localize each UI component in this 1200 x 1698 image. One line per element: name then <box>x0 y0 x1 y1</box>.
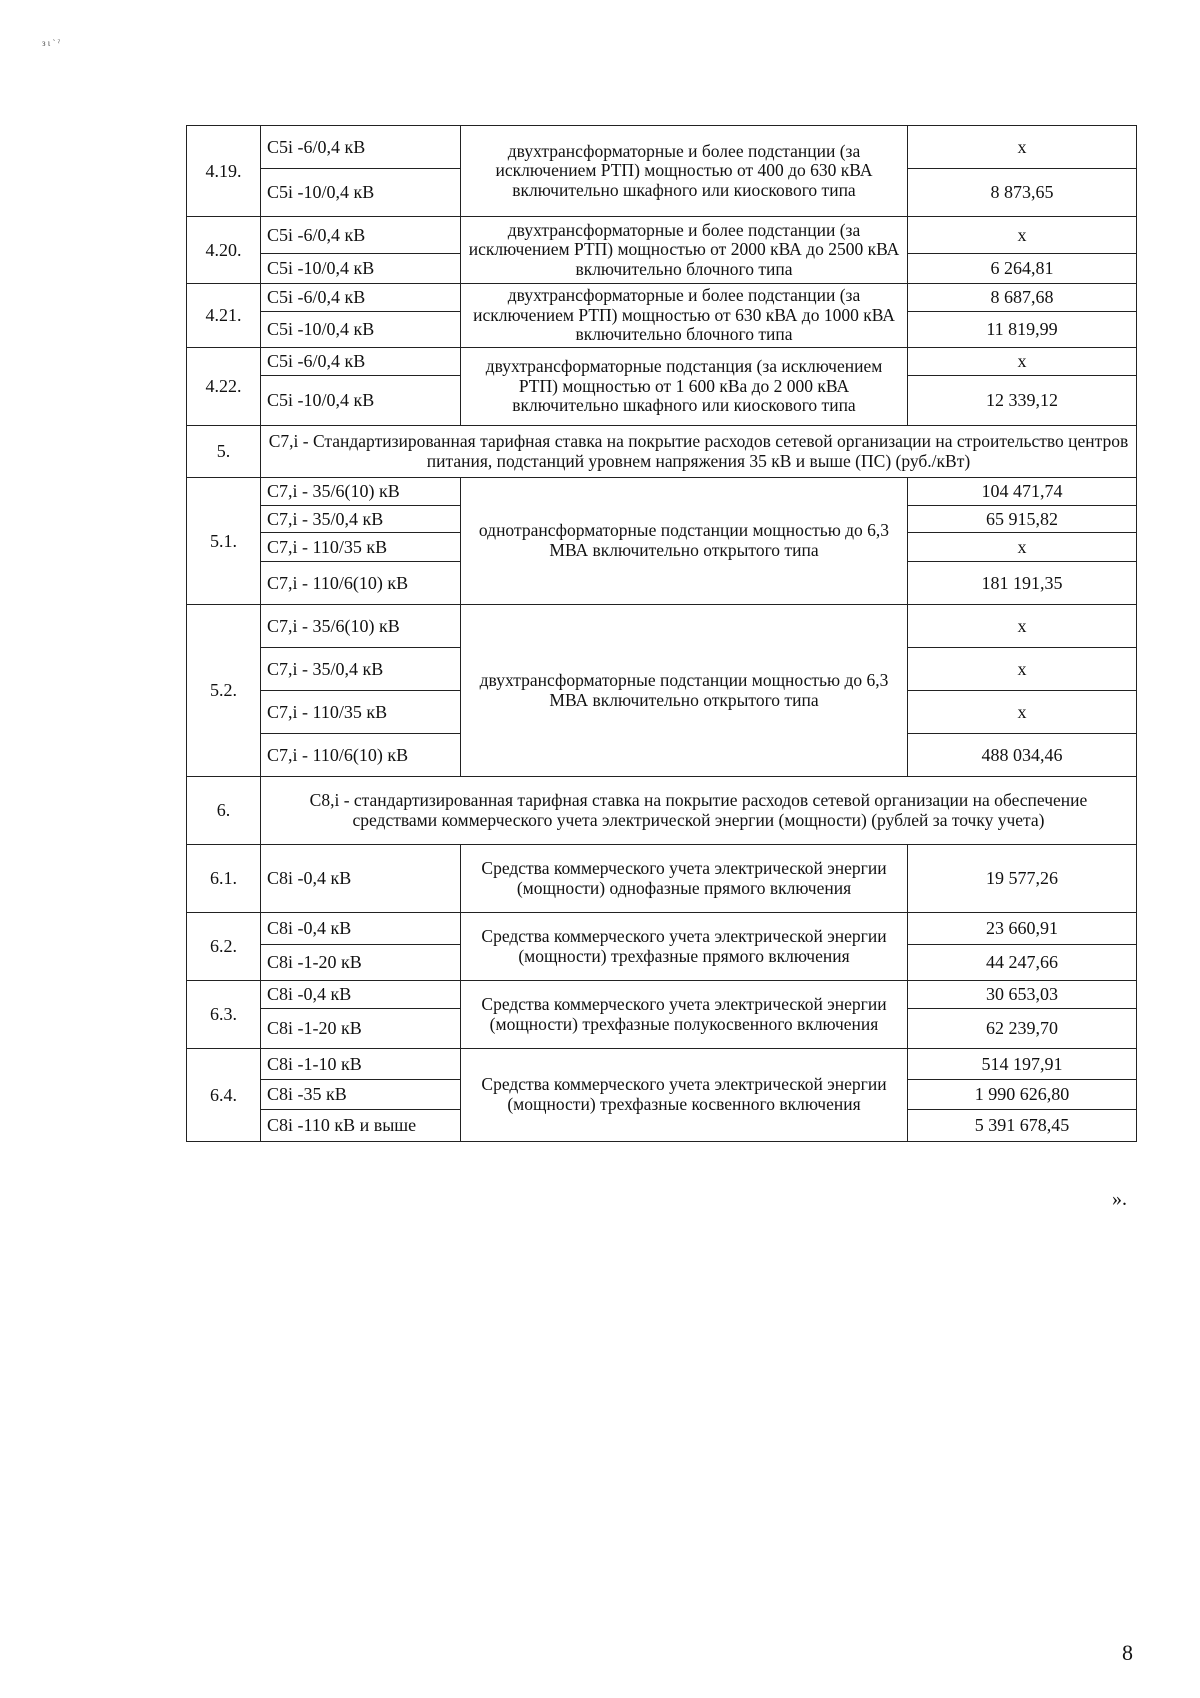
rate-code: С7,i - 35/6(10) кВ <box>261 605 461 648</box>
rate-value: 65 915,82 <box>908 506 1137 533</box>
section-row-5 <box>187 426 1137 478</box>
row-number: 5.1. <box>187 478 261 605</box>
equipment-description: двухтрансформаторные и более подстанции (за исключением РТП) мощностью от 630 кВА до 1000 кВА включительно блочного типа <box>461 284 908 348</box>
table-row <box>187 217 1137 254</box>
table-row <box>187 913 1137 945</box>
equipment-description: Средства коммерческого учета электрической энергии (мощности) трехфазные полукосвенного включения <box>461 981 908 1049</box>
rate-code: С7,i - 110/35 кВ <box>261 533 461 562</box>
rate-code: С8i -1-10 кВ <box>261 1049 461 1080</box>
equipment-description: двухтрансформаторные и более подстанции (за исключением РТП) мощностью от 2000 кВА до 2500 кВА включительно блочного типа <box>461 217 908 284</box>
rate-code: С7,i - 110/35 кВ <box>261 691 461 734</box>
row-number: 6.3. <box>187 981 261 1049</box>
row-number: 5. <box>187 426 261 478</box>
table-row <box>187 1049 1137 1080</box>
rate-code: С8i -0,4 кВ <box>261 845 461 913</box>
rate-code: С8i -1-20 кВ <box>261 945 461 981</box>
rate-value: 6 264,81 <box>908 254 1137 284</box>
row-number: 6. <box>187 777 261 845</box>
rate-code: С5i -6/0,4 кВ <box>261 126 461 169</box>
section-row-6 <box>187 777 1137 845</box>
equipment-description: Средства коммерческого учета электрической энергии (мощности) трехфазные косвенного включения <box>461 1049 908 1142</box>
rate-value: 12 339,12 <box>908 376 1137 426</box>
row-number: 4.19. <box>187 126 261 217</box>
rate-value: 1 990 626,80 <box>908 1080 1137 1110</box>
rate-code: С5i -6/0,4 кВ <box>261 284 461 312</box>
table-row <box>187 478 1137 506</box>
closing-quote: ». <box>1112 1188 1127 1210</box>
rate-code: С7,i - 110/6(10) кВ <box>261 734 461 777</box>
rate-value: 104 471,74 <box>908 478 1137 506</box>
rate-code: С5i -10/0,4 кВ <box>261 254 461 284</box>
rate-code: С7,i - 35/0,4 кВ <box>261 506 461 533</box>
rate-value: 23 660,91 <box>908 913 1137 945</box>
rate-value: 44 247,66 <box>908 945 1137 981</box>
equipment-description: двухтрансформаторные и более подстанции (за исключением РТП) мощностью от 400 до 630 кВА включительно шкафного или киоскового типа <box>461 126 908 217</box>
row-number: 4.22. <box>187 348 261 426</box>
table-row <box>187 845 1137 913</box>
equipment-description: Средства коммерческого учета электрической энергии (мощности) однофазные прямого включения <box>461 845 908 913</box>
rate-code: С5i -10/0,4 кВ <box>261 376 461 426</box>
section-heading: С8,i - стандартизированная тарифная ставка на покрытие расходов сетевой организации на обеспечение средствами коммерческого учета электрической энергии (мощности) (рублей за точку учета) <box>261 777 1137 845</box>
rate-value: 19 577,26 <box>908 845 1137 913</box>
table-body <box>187 126 1137 1142</box>
equipment-description: однотрансформаторные подстанции мощностью до 6,3 МВА включительно открытого типа <box>461 478 908 605</box>
page-number: 8 <box>1122 1640 1133 1665</box>
rate-value: 5 391 678,45 <box>908 1110 1137 1142</box>
rate-value: 514 197,91 <box>908 1049 1137 1080</box>
rate-code: С8i -0,4 кВ <box>261 913 461 945</box>
section-heading: С7,i - Стандартизированная тарифная ставка на покрытие расходов сетевой организации на строительство центров питания, подстанций уровнем напряжения 35 кВ и выше (ПС) (руб./кВт) <box>261 426 1137 478</box>
row-number: 4.20. <box>187 217 261 284</box>
rate-code: С7,i - 35/6(10) кВ <box>261 478 461 506</box>
rate-value: 8 687,68 <box>908 284 1137 312</box>
rate-value: х <box>908 217 1137 254</box>
table-row <box>187 348 1137 376</box>
rate-code: С5i -10/0,4 кВ <box>261 169 461 217</box>
table-row <box>187 126 1137 169</box>
rate-value: 181 191,35 <box>908 562 1137 605</box>
rate-code: С8i -0,4 кВ <box>261 981 461 1009</box>
rate-value: х <box>908 533 1137 562</box>
rate-code: С5i -6/0,4 кВ <box>261 217 461 254</box>
rate-value: 62 239,70 <box>908 1009 1137 1049</box>
row-number: 4.21. <box>187 284 261 348</box>
row-number: 6.2. <box>187 913 261 981</box>
table-row <box>187 981 1137 1009</box>
equipment-description: двухтрансформаторные подстанция (за исключением РТП) мощностью от 1 600 кВа до 2 000 кВА включительно шкафного или киоскового типа <box>461 348 908 426</box>
rate-code: С8i -110 кВ и выше <box>261 1110 461 1142</box>
rate-code: С5i -10/0,4 кВ <box>261 312 461 348</box>
rate-code: С8i -1-20 кВ <box>261 1009 461 1049</box>
rate-value: х <box>908 605 1137 648</box>
equipment-description: Средства коммерческого учета электрической энергии (мощности) трехфазные прямого включения <box>461 913 908 981</box>
row-number: 5.2. <box>187 605 261 777</box>
rate-code: С7,i - 110/6(10) кВ <box>261 562 461 605</box>
rate-value: х <box>908 691 1137 734</box>
rate-code: С8i -35 кВ <box>261 1080 461 1110</box>
table-row <box>187 605 1137 648</box>
scan-mark: з ι ˋ ˀ <box>42 38 60 48</box>
rate-code: С5i -6/0,4 кВ <box>261 348 461 376</box>
rate-value: х <box>908 648 1137 691</box>
rate-value: 8 873,65 <box>908 169 1137 217</box>
rate-code: С7,i - 35/0,4 кВ <box>261 648 461 691</box>
tariff-rates-table <box>186 125 1137 1142</box>
rate-value: х <box>908 348 1137 376</box>
table-row <box>187 284 1137 312</box>
rate-value: 11 819,99 <box>908 312 1137 348</box>
row-number: 6.1. <box>187 845 261 913</box>
rate-value: 488 034,46 <box>908 734 1137 777</box>
rate-value: х <box>908 126 1137 169</box>
rate-value: 30 653,03 <box>908 981 1137 1009</box>
equipment-description: двухтрансформаторные подстанции мощностью до 6,3 МВА включительно открытого типа <box>461 605 908 777</box>
row-number: 6.4. <box>187 1049 261 1142</box>
